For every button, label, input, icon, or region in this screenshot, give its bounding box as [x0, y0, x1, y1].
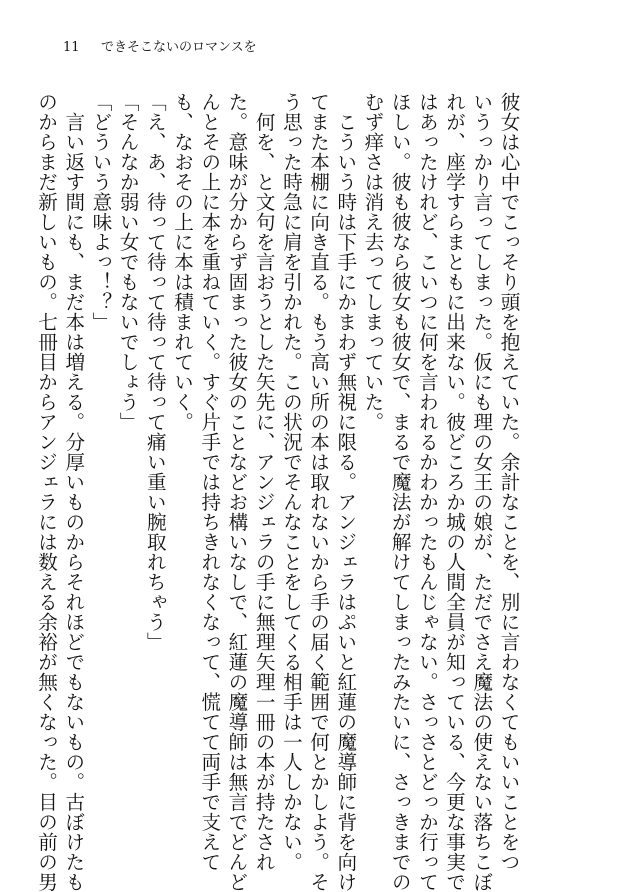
text-line: も、なおその上に本は積まれていく。 — [170, 92, 194, 432]
text-line: 彼女は心中でこっそり頭を抱えていた。余計なことを、別に言わなくてもいいことをつ — [497, 92, 520, 872]
text-line: れが、座学すらまともに出来ない。彼どころか城の人間全員が知っている、今更な事実で — [442, 92, 466, 892]
text-line: ほしい。彼も彼なら彼女も彼女で、まるで魔法が解けてしまったみたいに、さっきまでの — [388, 92, 412, 892]
dialogue-line: 「どういう意味よっ！？」 — [88, 92, 112, 332]
book-title: できそこないのロマンスを — [101, 40, 257, 55]
dialogue-line: 「そんなか弱い女でもないでしょう」 — [116, 92, 140, 432]
running-header — [63, 36, 257, 55]
text-line: た。意味が分からず固まった彼女のことなどお構いなしで、紅蓮の魔導師は無言でどんど — [224, 92, 248, 892]
dialogue-line: 「え、あ、待って待って待って待って痛い重い腕取れちゃう」 — [143, 92, 167, 652]
text-line: 何を、と文句を言おうとした矢先に、アンジェラの手に無理矢理一冊の本が持たされ — [252, 92, 276, 872]
page-number: 11 — [63, 40, 80, 55]
text-line: はあったけれど、こいつに何を言われるかわかったもんじゃない。さっさとどっか行って — [415, 92, 439, 892]
text-line: てまた本棚に向き直る。もう高い所の本は取れないから手の届く範囲で何とかしよう。そ — [306, 92, 330, 892]
text-line: いうっかり言ってしまった。仮にも理の女王の娘が、ただでさえ魔法の使えない落ちこぼ — [469, 92, 493, 892]
text-line: むず痒さは消え去ってしまっていた。 — [360, 92, 384, 432]
vertical-body-text — [34, 92, 522, 892]
text-line: 言い返す間にも、まだ本は増える。分厚いものからそれほどでもないもの。古ぼけたも — [61, 92, 85, 892]
text-line: んとその上に本を重ねていく。すぐ片手では持ちきれなくなって、慌てて両手で支えて — [197, 92, 221, 872]
text-line: う思った時急に肩を引かれた。この状況でそんなことをしてくる相手は一人しかない。 — [279, 92, 303, 872]
text-line: こういう時は下手にかまわず無視に限る。アンジェラはぷいと紅蓮の魔導師に背を向け — [333, 92, 357, 892]
text-line: のからまだ新しいもの。七冊目からアンジェラには数える余裕が無くなった。目の前の男 — [34, 92, 58, 892]
